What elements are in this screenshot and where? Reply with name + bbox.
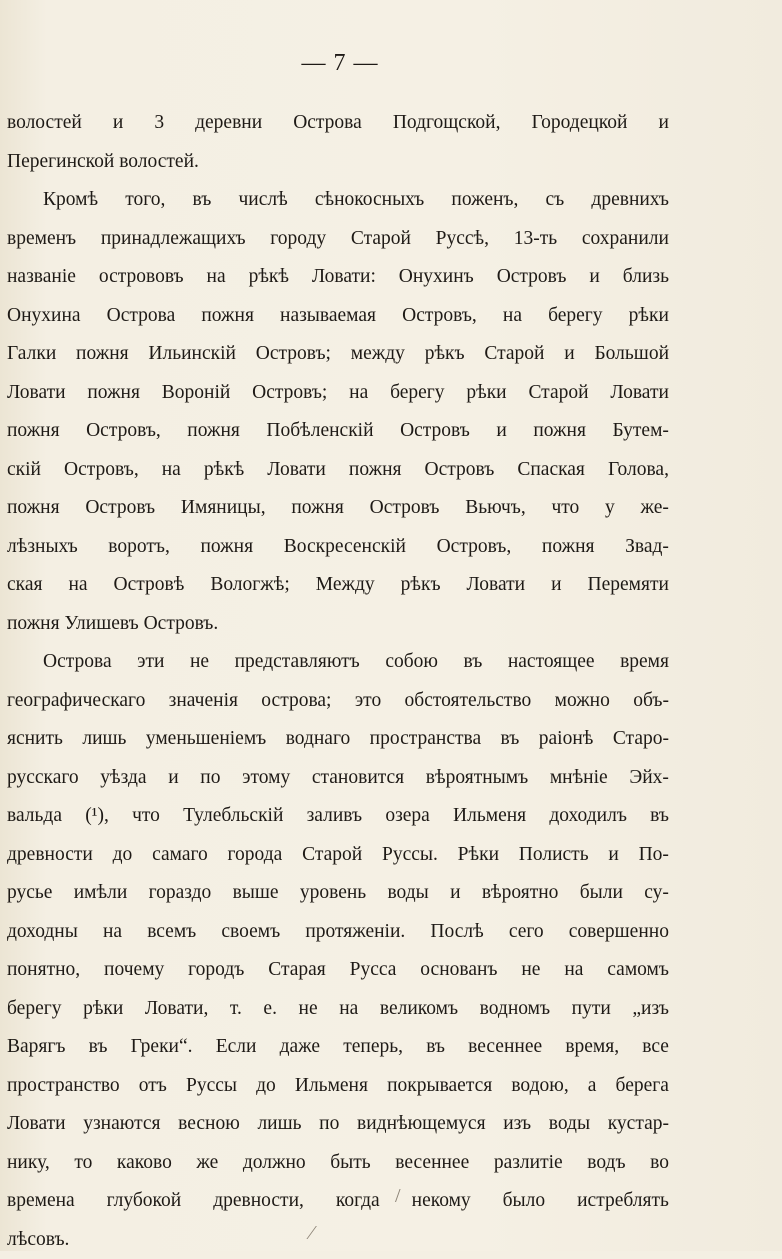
- text-line: пожня Островъ, пожня Побѣленскій Островъ и пожня Бутем-: [7, 412, 669, 451]
- text-line: временъ принадлежащихъ городу Старой Руссѣ, 13-ть сохранили: [7, 220, 669, 259]
- text-line: географическаго значенія острова; это обстоятельство можно объ-: [7, 682, 669, 721]
- text-line: ская на Островѣ Вологжѣ; Между рѣкъ Ловати и Перемяти: [7, 566, 669, 605]
- text-line: времена глубокой древности, когда некому было истреблять: [7, 1182, 669, 1221]
- text-line: русскаго уѣзда и по этому становится вѣроятнымъ мнѣніе Эйх-: [7, 759, 669, 798]
- text-line: Ловати узнаются весною лишь по виднѣющемуся изъ воды кустар-: [7, 1105, 669, 1144]
- text-line: вальда (¹), что Тулебльскій заливъ озера Ильменя доходилъ въ: [7, 797, 669, 836]
- text-line: лѣсовъ.: [7, 1221, 669, 1259]
- text-line: лѣзныхъ воротъ, пожня Воскресенскій Островъ, пожня Звад-: [7, 528, 669, 567]
- text-line: Ловати пожня Вороній Островъ; на берегу рѣки Старой Ловати: [7, 374, 669, 413]
- text-line: яснить лишь уменьшеніемъ воднаго пространства въ раіонѣ Старо-: [7, 720, 669, 759]
- text-line: пожня Островъ Имяницы, пожня Островъ Вьючъ, что у же-: [7, 489, 669, 528]
- text-line: Галки пожня Ильинскій Островъ; между рѣкъ Старой и Большой: [7, 335, 669, 374]
- text-line: названіе острововъ на рѣкѣ Ловати: Онухинъ Островъ и близь: [7, 258, 669, 297]
- text-line: понятно, почему городъ Старая Русса основанъ не на самомъ: [7, 951, 669, 990]
- text-line: берегу рѣки Ловати, т. е. не на великомъ водномъ пути „изъ: [7, 990, 669, 1029]
- text-line: нику, то каково же должно быть весеннее разлитіе водъ во: [7, 1144, 669, 1183]
- text-line: русье имѣли гораздо выше уровень воды и вѣроятно были су-: [7, 874, 669, 913]
- text-line: Острова эти не представляютъ собою въ настоящее время: [7, 643, 669, 682]
- text-line: доходны на всемъ своемъ протяженіи. Послѣ сего совершенно: [7, 913, 669, 952]
- body-text: [7, 104, 669, 1259]
- text-line: пожня Улишевъ Островъ.: [7, 605, 669, 644]
- text-line: пространство отъ Руссы до Ильменя покрывается водою, а берега: [7, 1067, 669, 1106]
- stray-mark: /: [395, 1185, 401, 1208]
- text-line: Варягъ въ Греки“. Если даже теперь, въ весеннее время, все: [7, 1028, 669, 1067]
- page-number: — 7 —: [0, 50, 680, 77]
- text-line: Кромѣ того, въ числѣ сѣнокосныхъ поженъ, съ древнихъ: [7, 181, 669, 220]
- text-line: Онухина Острова пожня называемая Островъ, на берегу рѣки: [7, 297, 669, 336]
- stray-mark: ⁄: [310, 1222, 313, 1245]
- text-line: древности до самаго города Старой Руссы. Рѣки Полисть и По-: [7, 836, 669, 875]
- text-line: скій Островъ, на рѣкѣ Ловати пожня Островъ Спаская Голова,: [7, 451, 669, 490]
- text-line: волостей и 3 деревни Острова Подгощской, Городецкой и: [7, 104, 669, 143]
- text-line: Перегинской волостей.: [7, 143, 669, 182]
